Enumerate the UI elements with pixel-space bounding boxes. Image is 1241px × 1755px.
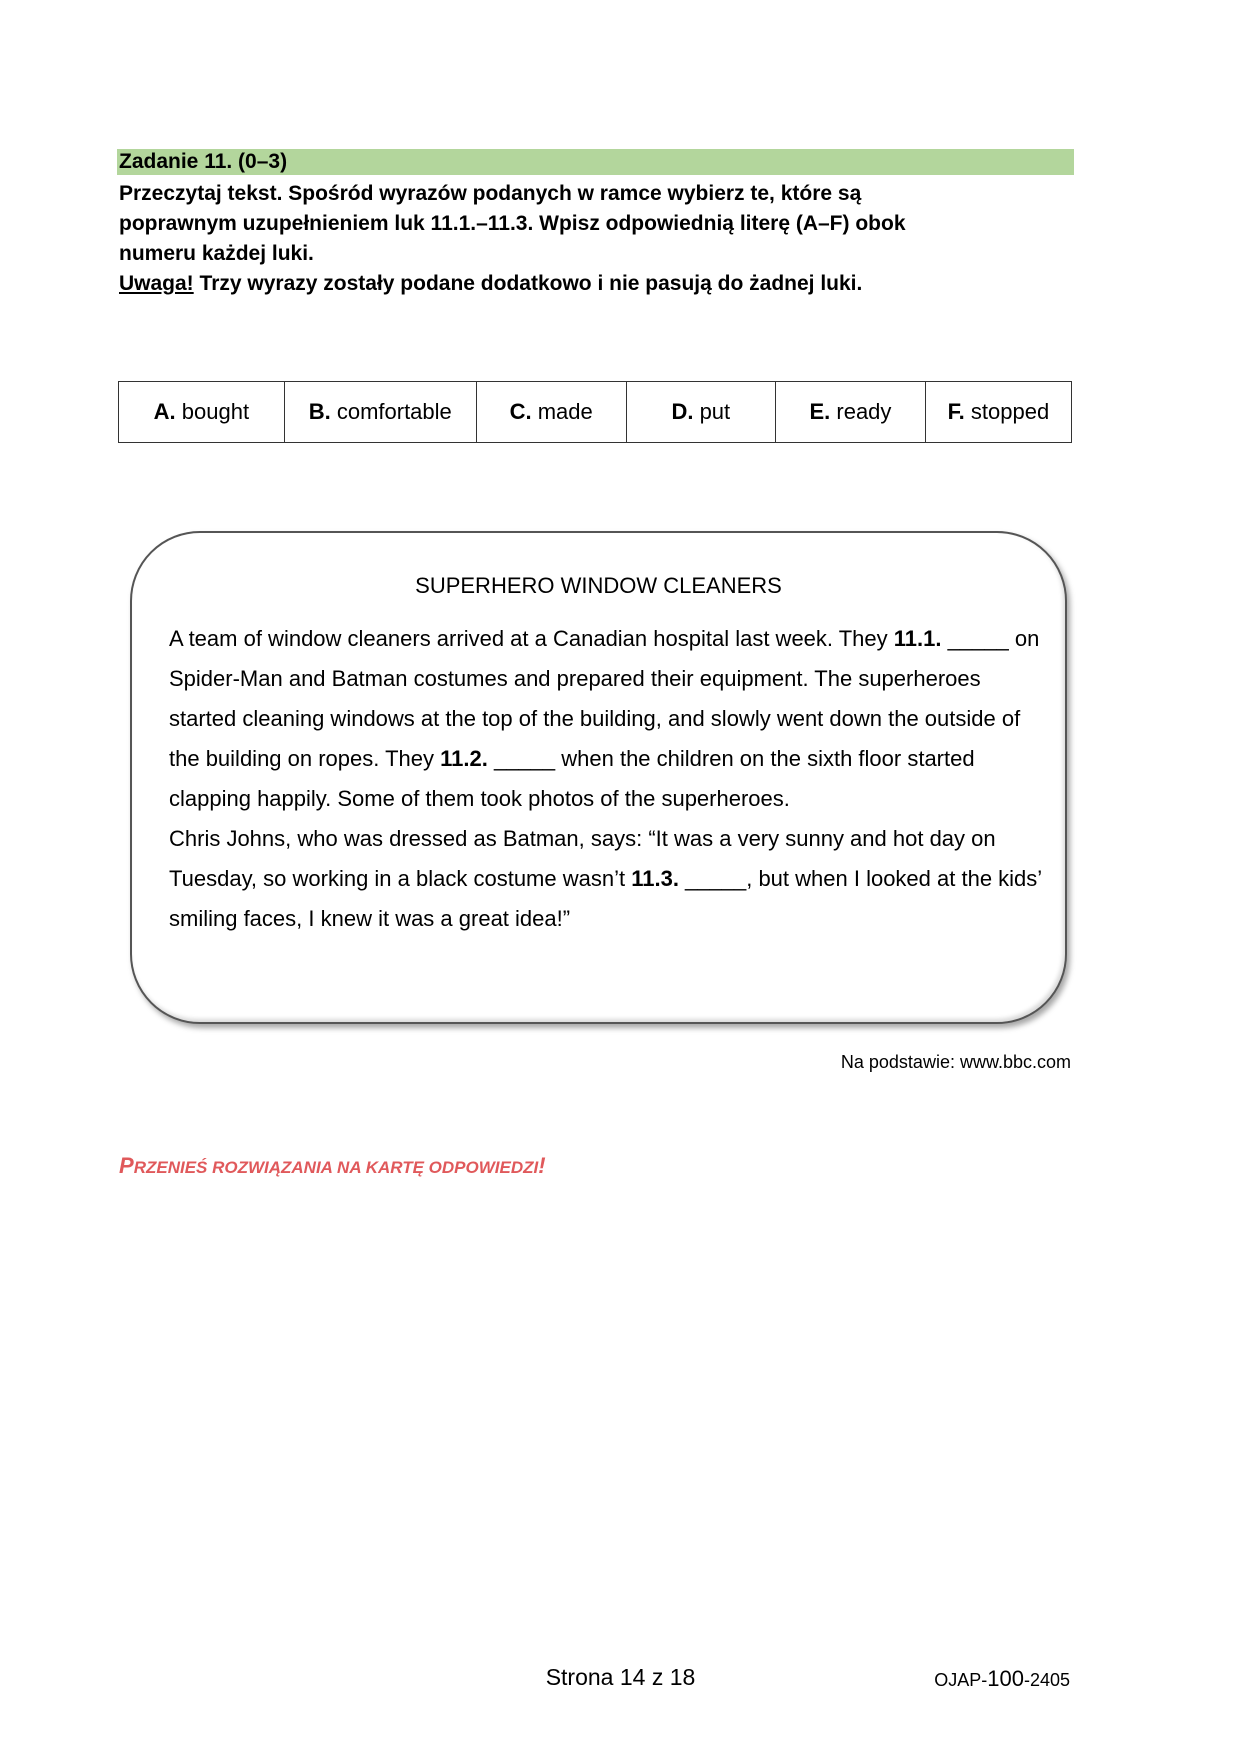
gap-11-2: 11.2. [440,746,488,771]
text-fragment: _____ on Spider-Man and Batman costumes and prepared their equipment. The superheroes started cleaning windows at the top of the building, and slowly went down the outside of the building on ropes. They [169,626,1040,771]
note-label: Uwaga! [119,272,194,295]
option-word: put [693,399,731,424]
note-end: ! [538,1153,546,1178]
text-fragment: _____, but when I looked at the kids’ smiling faces, I knew it was a great idea!” [169,866,1042,931]
option-word: stopped [964,399,1050,424]
option-word: made [531,399,593,424]
option-e [776,382,926,443]
option-letter: D. [671,399,694,424]
note-text: Trzy wyrazy zostały podane dodatkowo i nie pasują do żadnej luki. [193,272,863,295]
instruction-line: numeru każdej luki. [119,242,314,265]
instruction-line: poprawnym uzupełnieniem luk 11.1.–11.3. Wpisz odpowiednią literę (A–F) obok [119,212,906,235]
note-small-caps: RZENIEŚ [133,1158,213,1177]
option-word: ready [830,399,892,424]
source-note: Na podstawie: www.bbc.com [840,1052,1071,1072]
text-fragment: _____ when the children on the sixth floor started clapping happily. Some of them took photos of the superheroes. [169,746,975,811]
option-c [476,382,626,443]
reading-text [169,619,1049,939]
option-letter: E. [809,399,831,424]
text-paragraph [169,819,1049,939]
option-d [626,382,775,443]
option-letter: F. [947,399,965,424]
task-instructions [119,179,1059,299]
text-fragment: A team of window cleaners arrived at a Canadian hospital last week. They [169,626,894,651]
option-letter: B. [308,399,331,424]
instruction-line: Przeczytaj tekst. Spośród wyrazów podanych w ramce wybierz te, które są [119,182,862,205]
text-title: SUPERHERO WINDOW CLEANERS [415,573,782,598]
text-paragraph [169,619,1049,819]
exam-code [934,1666,1070,1693]
option-b [284,382,476,443]
exam-code-part: 100 [987,1666,1024,1691]
note-small-caps: ROZWIĄZANIA NA KARTĘ ODPOWIEDZI [212,1158,539,1177]
option-letter: C. [509,399,532,424]
option-letter: A. [153,399,176,424]
text-fragment: Chris Johns, who was dressed as Batman, says: “It was a very sunny and hot day on Tuesday, so working in a black costume wasn’t [169,826,996,891]
task-header: Zadanie 11. (0–3) [117,149,1074,175]
page-number: Strona 14 z 18 [545,1664,696,1690]
option-f [925,382,1071,443]
word-options-table [118,381,1072,443]
gap-11-1: 11.1. [893,626,942,651]
option-word: bought [175,399,250,424]
gap-11-3: 11.3. [631,866,679,891]
instruction-note [119,269,1059,299]
exam-code-part: -2405 [1023,1670,1070,1690]
exam-code-part: OJAP- [934,1670,988,1690]
option-a [119,382,285,443]
option-word: comfortable [330,399,452,424]
transfer-answers-note [119,1152,546,1182]
note-initial: P [119,1153,134,1178]
